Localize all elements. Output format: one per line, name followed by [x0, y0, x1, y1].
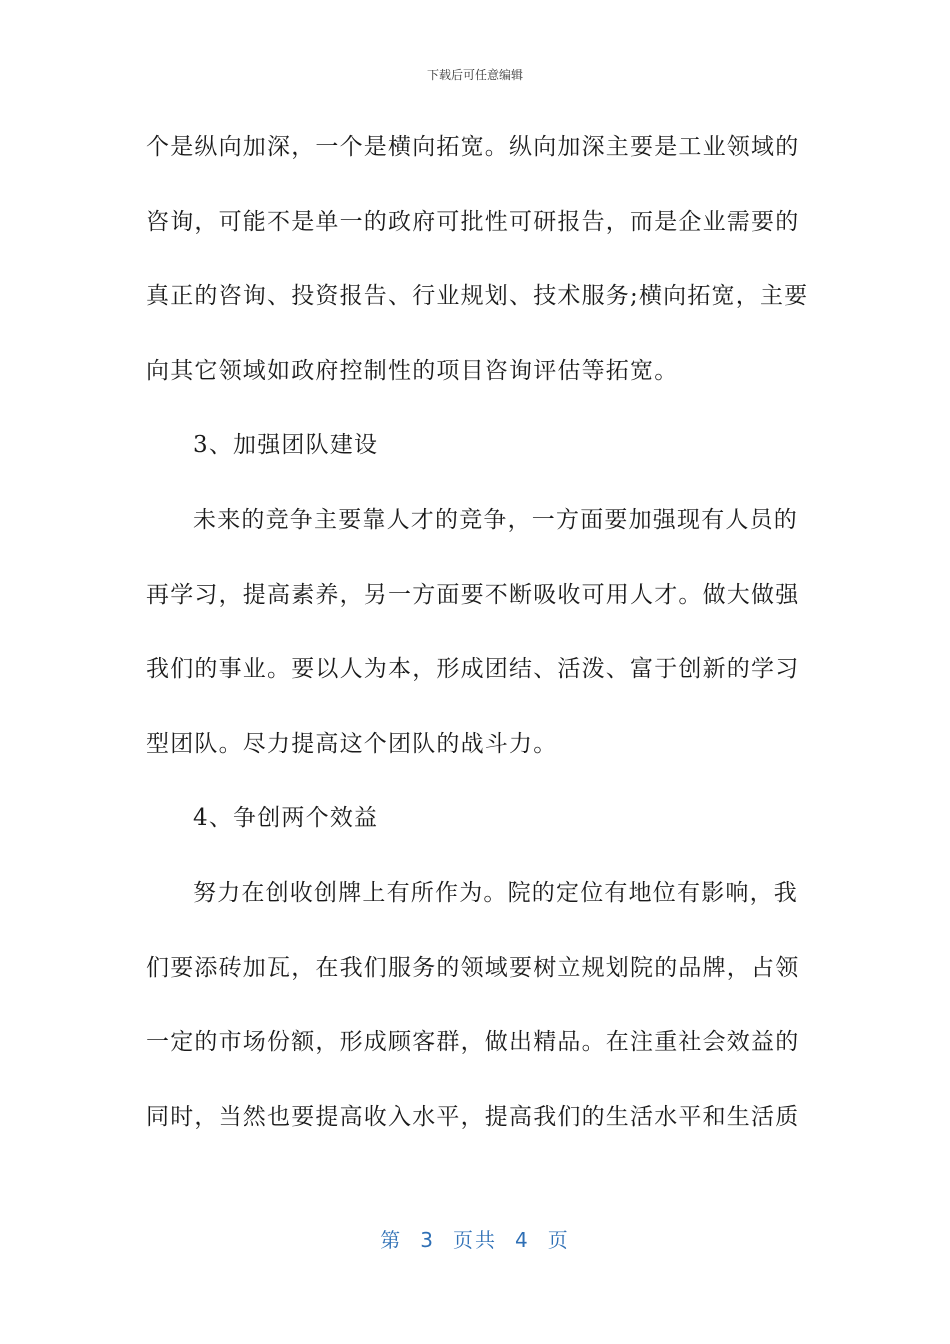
text-line-13: 一定的市场份额，形成顾客群，做出精品。在注重社会效益的 [146, 1029, 800, 1056]
text-line-9: 型团队。尽力提高这个团队的战斗力。 [146, 730, 558, 757]
text-line-2: 咨询，可能不是单一的政府可批性可研报告，而是企业需要的 [146, 208, 800, 235]
footer-suffix: 页 [547, 1228, 570, 1252]
document-body [146, 124, 809, 1168]
text-line-8: 我们的事业。要以人为本，形成团结、活泼、富于创新的学习 [146, 656, 800, 683]
text-line-7: 再学习，提高素养，另一方面要不断吸收可用人才。做大做强 [146, 581, 800, 608]
section-heading-3: 3、加强团队建设 [193, 432, 379, 459]
text-line-4: 向其它领域如政府控制性的项目咨询评估等拓宽。 [146, 357, 679, 384]
text-line-12: 们要添砖加瓦，在我们服务的领域要树立规划院的品牌，占领 [146, 954, 800, 981]
header-note: 下载后可任意编辑 [426, 68, 523, 82]
total-pages-number: 4 [515, 1228, 530, 1252]
text-line-14: 同时，当然也要提高收入水平，提高我们的生活水平和生活质 [146, 1103, 800, 1130]
page-footer [0, 1224, 950, 1253]
footer-middle: 页共 [453, 1228, 497, 1252]
section-heading-4: 4、争创两个效益 [193, 805, 379, 832]
text-line-3: 真正的咨询、投资报告、行业规划、技术服务;横向拓宽，主要 [146, 283, 809, 310]
text-line-6: 未来的竞争主要靠人才的竞争，一方面要加强现有人员的 [193, 506, 798, 533]
text-line-1: 个是纵向加深，一个是横向拓宽。纵向加深主要是工业领域的 [146, 134, 800, 160]
current-page-number: 3 [420, 1228, 435, 1252]
text-line-11: 努力在创收创牌上有所作为。院的定位有地位有影响，我 [193, 879, 798, 906]
footer-prefix: 第 [380, 1228, 403, 1252]
